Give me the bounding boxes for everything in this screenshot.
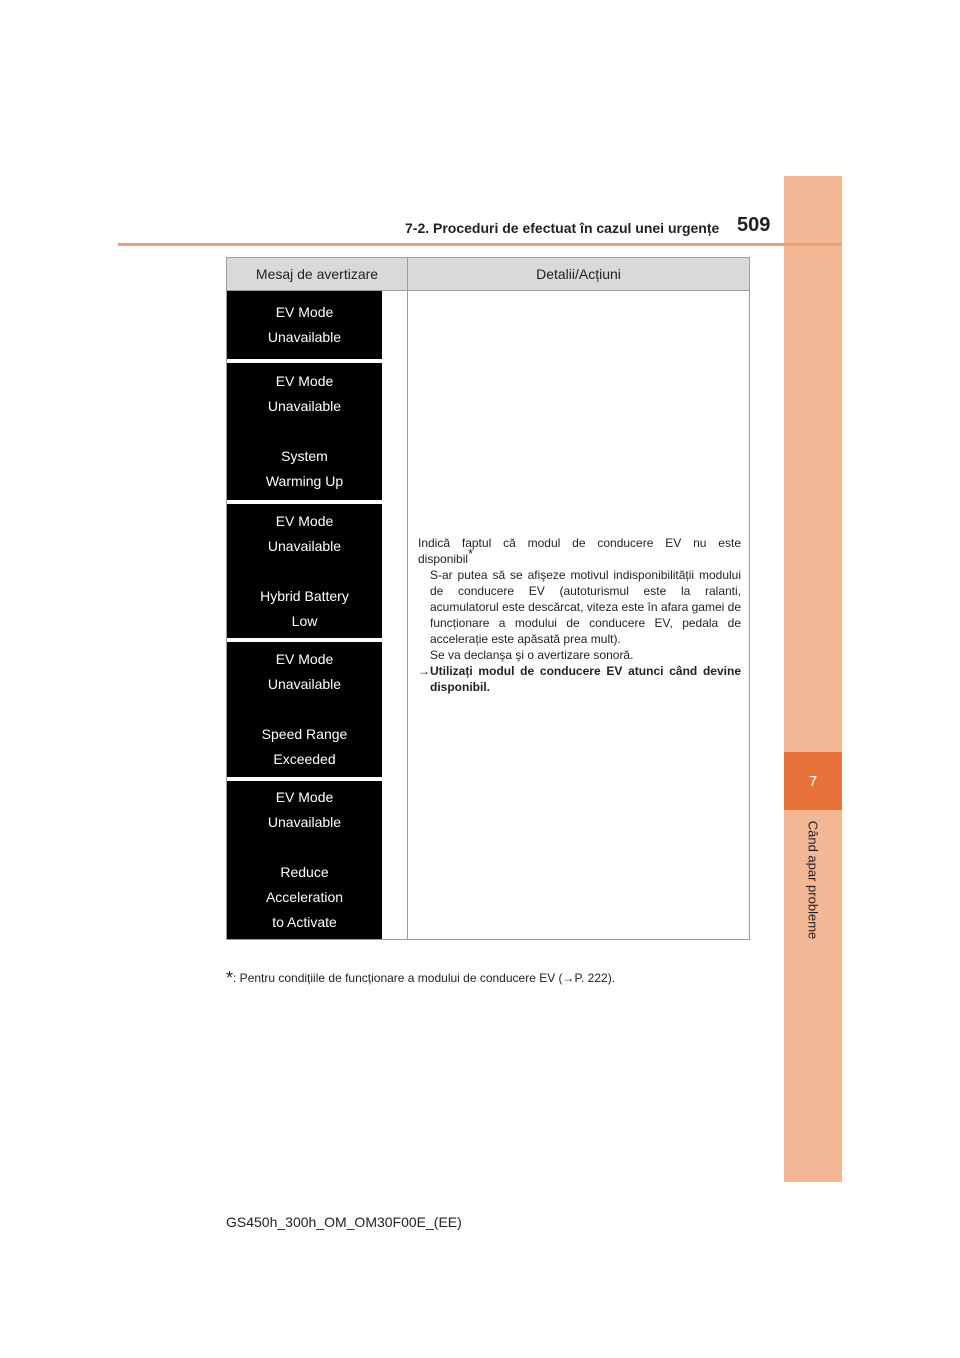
details-sound: Se va declanşa şi o avertizare sonoră. [430, 648, 634, 662]
display-screen-speed-range-exceeded [227, 642, 382, 777]
display-screen-hybrid-battery-low [227, 504, 382, 638]
screen-line: Unavailable [267, 537, 342, 554]
footnote [226, 968, 615, 989]
arrow-right-icon: → [418, 664, 430, 678]
chapter-title: Când apar probleme [805, 820, 821, 940]
footnote-ref: P. 222). [574, 971, 616, 985]
screen-line: EV Mode [275, 789, 334, 805]
display-screen-system-warming-up [227, 363, 382, 500]
footnote-text: : Pentru condițiile de funcționare a modului de conducere EV ( [233, 971, 563, 985]
header-rule [118, 243, 842, 246]
screen-line: Unavailable [267, 398, 342, 414]
display-screen-reduce-acceleration [227, 781, 382, 939]
details-action [418, 663, 741, 695]
screen-line: Reduce [280, 864, 329, 880]
details-reason: S-ar putea să se afişeze motivul indisponibilității modului de conducere EV (autoturismul este la ralanti, acumulatorul este descărcat, viteza este în afara gamei de funcționare a modului de conducere EV, pedala de accelerație este apăsată prea mult). [430, 568, 741, 646]
action-text: Utilizați modul de conducere EV atunci când devine disponibil. [430, 664, 741, 694]
display-screen-ev-unavailable [227, 291, 382, 359]
details-lead: Indică faptul că modul de conducere EV nu este [418, 536, 741, 550]
side-strip [784, 176, 842, 1182]
screen-line: Unavailable [267, 676, 342, 692]
table-header-row [227, 258, 750, 291]
chapter-tab [784, 752, 842, 810]
screens-cell [227, 291, 408, 940]
page-number: 509 [737, 214, 771, 236]
details-lead-end: disponibil* [418, 546, 474, 566]
document-code: GS450h_300h_OM_OM30F00E_(EE) [226, 1214, 462, 1230]
screen-line: Hybrid Battery [260, 587, 349, 604]
col-header-message: Mesaj de avertizare [227, 258, 408, 291]
col-header-details: Detalii/Acțiuni [408, 258, 750, 291]
screen-line: Speed Range [261, 726, 348, 742]
screen-line: EV Mode [275, 304, 334, 320]
screen-line: Unavailable [267, 329, 342, 345]
screen-line: System [281, 448, 328, 464]
screen-line: Acceleration [265, 889, 344, 905]
arrow-right-icon: → [562, 971, 575, 985]
screen-line: to Activate [272, 914, 337, 930]
screen-line: Warming Up [265, 473, 344, 489]
screen-line: Low [291, 612, 318, 629]
details-cell [408, 291, 750, 940]
screen-line: Unavailable [267, 814, 342, 830]
screen-line: EV Mode [275, 512, 334, 529]
footnote-mark: * [468, 546, 474, 561]
details-text [408, 535, 749, 695]
section-title: 7-2. Proceduri de efectuat în cazul unei urgențe [405, 220, 720, 236]
warning-table [226, 257, 750, 940]
table-row [227, 291, 750, 940]
footnote-star: * [226, 968, 234, 988]
screen-line: EV Mode [275, 651, 334, 667]
screen-line: EV Mode [275, 373, 334, 389]
chapter-number: 7 [808, 772, 818, 790]
screen-line: Exceeded [273, 751, 336, 767]
